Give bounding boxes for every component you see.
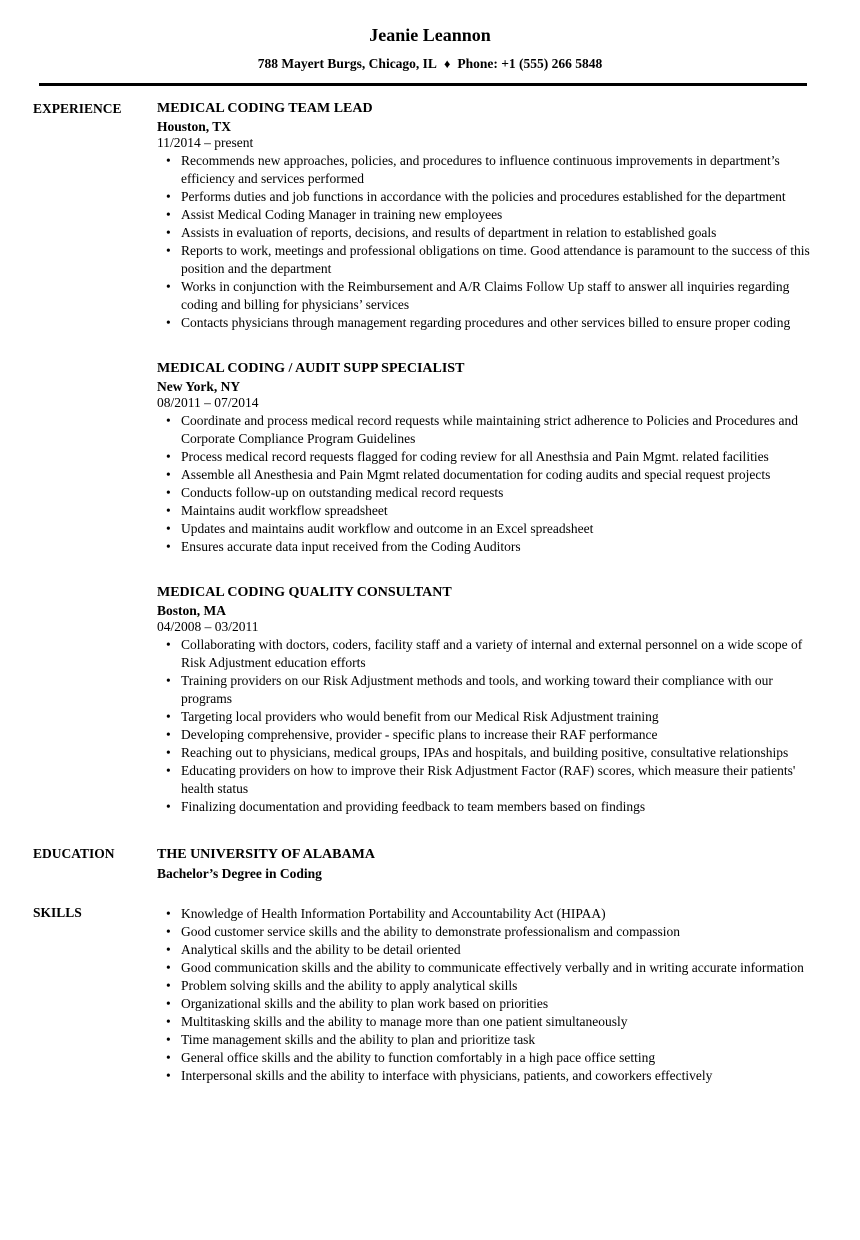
- bullet-item: • Process medical record requests flagged for coding review for all Anesthsia and Pain Mgmt. related facilities: [157, 448, 810, 466]
- skills-section-label: SKILLS: [33, 905, 82, 920]
- bullet-item: • Coordinate and process medical record requests while maintaining strict adherence to Policies and Procedures and Corporate Compliance Program Guidelines: [157, 412, 810, 448]
- experience-section-label: EXPERIENCE: [33, 101, 122, 116]
- job-title: MEDICAL CODING TEAM LEAD: [157, 101, 373, 116]
- school-name: THE UNIVERSITY OF ALABAMA: [157, 847, 375, 862]
- contact-line: [0, 55, 860, 73]
- bullet-item: • Updates and maintains audit workflow and outcome in an Excel spreadsheet: [157, 520, 810, 538]
- bullet-item: • Reaching out to physicians, medical groups, IPAs and hospitals, and building positive, consultative relationships: [157, 744, 810, 762]
- skill-item: • Good customer service skills and the ability to demonstrate professionalism and compassion: [157, 923, 810, 941]
- bullet-item: • Educating providers on how to improve their Risk Adjustment Factor (RAF) scores, which measure their patients' health status: [157, 762, 810, 798]
- bullet-item: • Collaborating with doctors, coders, facility staff and a variety of internal and external personnel on a wide scope of Risk Adjustment education efforts: [157, 636, 810, 672]
- bullet-item: • Maintains audit workflow spreadsheet: [157, 502, 810, 520]
- job-entry: [157, 360, 810, 556]
- bullet-item: • Ensures accurate data input received from the Coding Auditors: [157, 538, 810, 556]
- education-content: [157, 845, 860, 883]
- skills-content: [157, 904, 860, 1085]
- job-location: New York, NY: [157, 379, 241, 394]
- skill-item: • Time management skills and the ability to plan and prioritize task: [157, 1031, 810, 1049]
- job-location: Boston, MA: [157, 603, 227, 618]
- person-name: Jeanie Leannon: [369, 25, 491, 45]
- skills-list: [157, 905, 810, 1085]
- skill-item: • General office skills and the ability to function comfortably in a high pace office setting: [157, 1049, 810, 1067]
- bullet-item: • Assemble all Anesthesia and Pain Mgmt related documentation for coding audits and special request projects: [157, 466, 810, 484]
- skill-item: • Organizational skills and the ability to plan work based on priorities: [157, 995, 810, 1013]
- job-entry: [157, 100, 810, 332]
- experience-section: [0, 100, 860, 816]
- bullet-list: [157, 636, 810, 816]
- skill-item: • Good communication skills and the ability to communicate effectively verbally and in writing accurate information: [157, 959, 810, 977]
- job-dates: 11/2014 – present: [157, 135, 254, 150]
- bullet-item: • Works in conjunction with the Reimbursement and A/R Claims Follow Up staff to answer all inquiries regarding coding and billing for physicians’ services: [157, 278, 810, 314]
- address-text: 788 Mayert Burgs, Chicago, IL: [257, 56, 437, 71]
- bullet-item: • Finalizing documentation and providing feedback to team members based on findings: [157, 798, 810, 816]
- skills-section: [0, 904, 860, 1085]
- bullet-item: • Reports to work, meetings and professional obligations on time. Good attendance is paramount to the success of this position and the department: [157, 242, 810, 278]
- experience-content: [157, 100, 860, 816]
- bullet-item: • Conducts follow-up on outstanding medical record requests: [157, 484, 810, 502]
- header-divider: [39, 83, 807, 86]
- bullet-item: • Contacts physicians through management regarding procedures and other services billed to ensure proper coding: [157, 314, 810, 332]
- skill-item: • Analytical skills and the ability to be detail oriented: [157, 941, 810, 959]
- bullet-item: • Recommends new approaches, policies, and procedures to influence continuous improvements in department’s efficiency and services performed: [157, 152, 810, 188]
- job-title: MEDICAL CODING / AUDIT SUPP SPECIALIST: [157, 361, 465, 376]
- skill-item: • Knowledge of Health Information Portability and Accountability Act (HIPAA): [157, 905, 810, 923]
- education-section-label: EDUCATION: [33, 846, 115, 861]
- bullet-item: • Performs duties and job functions in accordance with the policies and procedures established for the department: [157, 188, 810, 206]
- education-section: [0, 845, 860, 883]
- bullet-item: • Assists in evaluation of reports, decisions, and results of department in relation to established goals: [157, 224, 810, 242]
- bullet-list: [157, 412, 810, 556]
- job-entry: [157, 584, 810, 816]
- bullet-item: • Training providers on our Risk Adjustment methods and tools, and working toward their compliance with our programs: [157, 672, 810, 708]
- skill-item: • Problem solving skills and the ability to apply analytical skills: [157, 977, 810, 995]
- bullet-item: • Assist Medical Coding Manager in training new employees: [157, 206, 810, 224]
- bullet-list: [157, 152, 810, 332]
- resume-header: [0, 24, 860, 73]
- bullet-item: • Developing comprehensive, provider - specific plans to increase their RAF performance: [157, 726, 810, 744]
- skill-item: • Interpersonal skills and the ability to interface with physicians, patients, and coworkers effectively: [157, 1067, 810, 1085]
- job-dates: 04/2008 – 03/2011: [157, 619, 259, 634]
- degree-name: Bachelor’s Degree in Coding: [157, 866, 322, 881]
- diamond-separator-icon: ♦: [443, 57, 451, 71]
- job-dates: 08/2011 – 07/2014: [157, 395, 259, 410]
- phone-text: Phone: +1 (555) 266 5848: [457, 56, 603, 71]
- job-title: MEDICAL CODING QUALITY CONSULTANT: [157, 585, 452, 600]
- skill-item: • Multitasking skills and the ability to manage more than one patient simultaneously: [157, 1013, 810, 1031]
- bullet-item: • Targeting local providers who would benefit from our Medical Risk Adjustment training: [157, 708, 810, 726]
- job-location: Houston, TX: [157, 119, 232, 134]
